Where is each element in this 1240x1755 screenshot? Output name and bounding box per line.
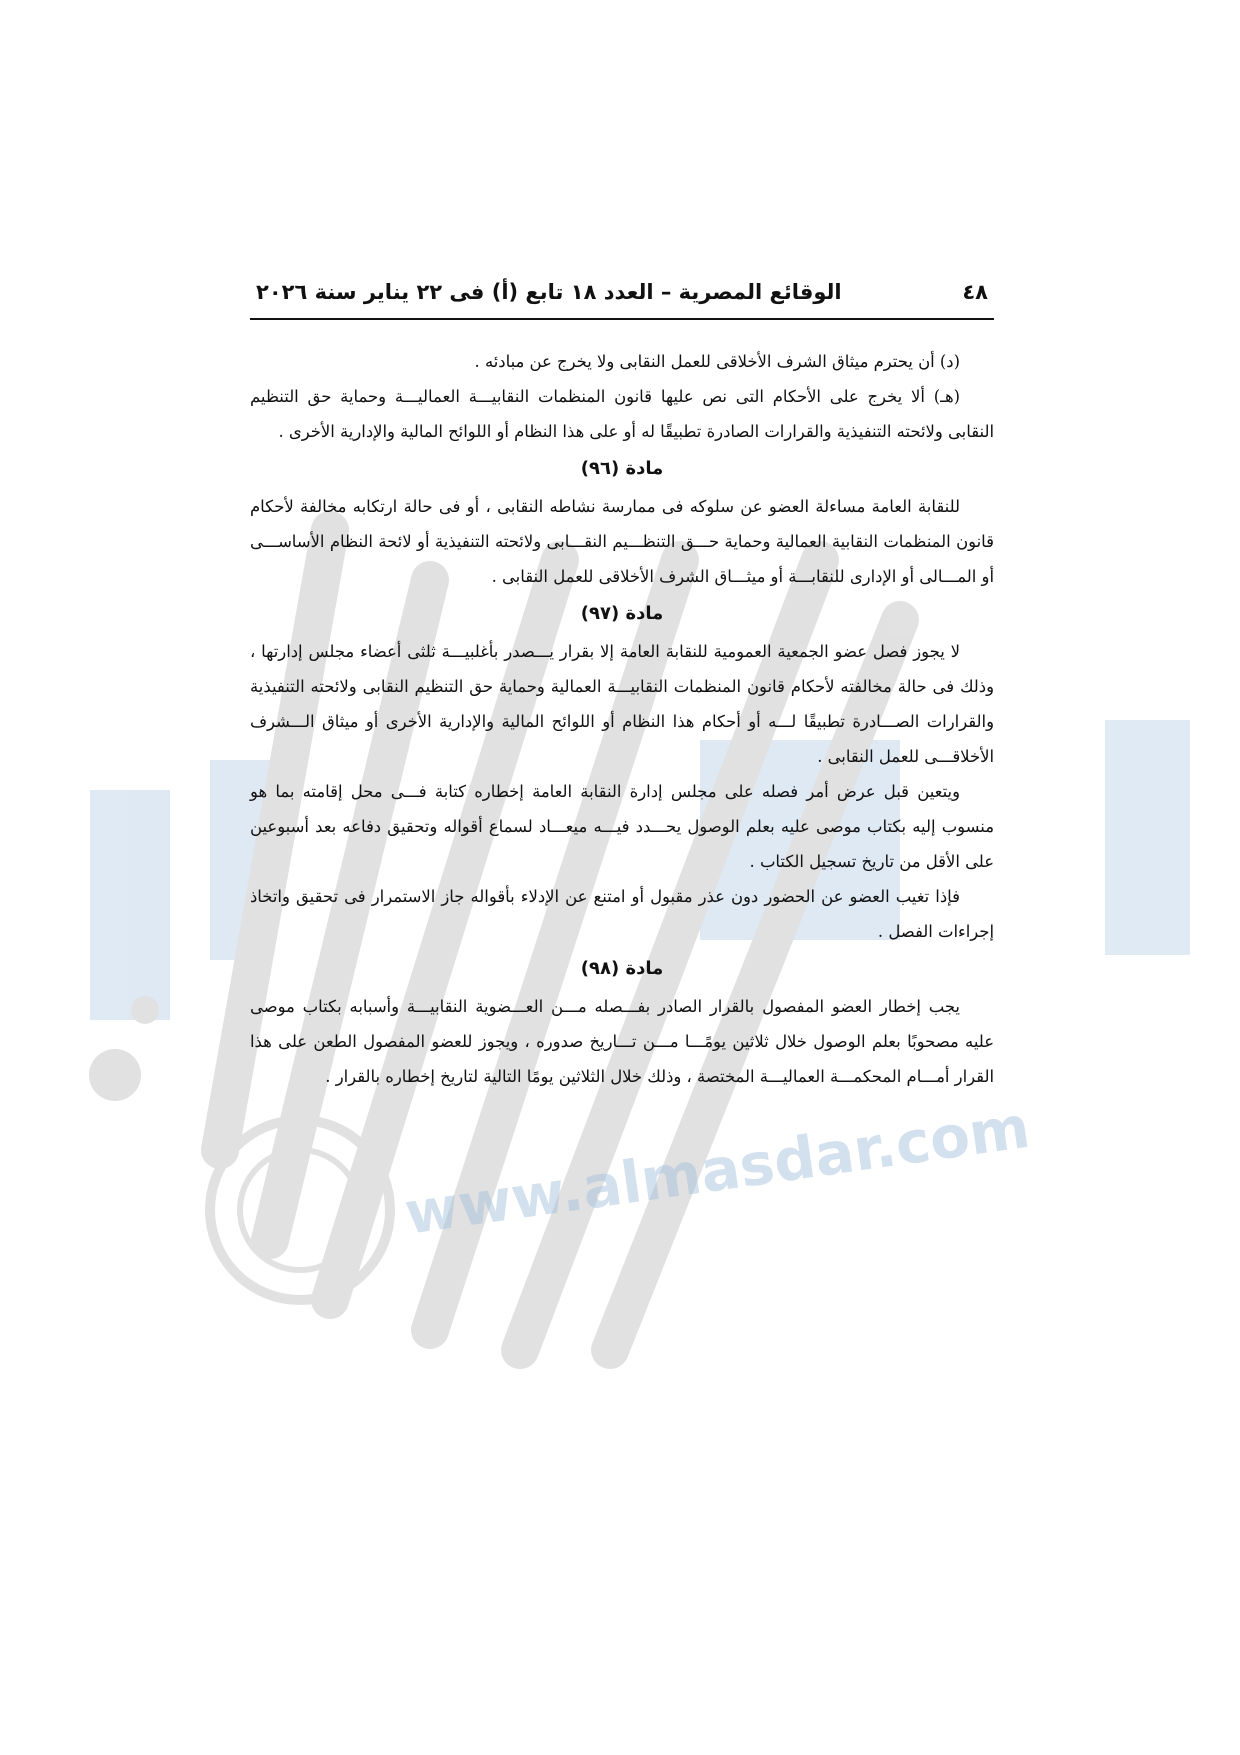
article-97-paragraph-3: فإذا تغيب العضو عن الحضور دون عذر مقبول أو امتنع عن الإدلاء بأقواله جاز الاستمرار فى تحقيق واتخاذ إجراءات الفصل . xyxy=(250,887,994,941)
article-97-paragraph-2: ويتعين قبل عرض أمر فصله على مجلس إدارة النقابة العامة إخطاره كتابة فـــى محل إقامته بما هو منسوب إليه بكتاب موصى عليه بعلم الوصول يحـــدد فيـــه ميعـــاد لسماع أقواله وتحقيق دفاعه بعد أسبوعين على الأقل من تاريخ تسجيل الكتاب . xyxy=(250,782,994,871)
watermark-text: www.almasdar.com xyxy=(400,1092,1034,1248)
page-header xyxy=(250,280,994,320)
document-page xyxy=(250,280,994,1094)
article-97-paragraph-1: لا يجوز فصل عضو الجمعية العمومية للنقابة العامة إلا بقرار يـــصدر بأغلبيـــة ثلثى أعضاء مجلس إدارتها ، وذلك فى حالة مخالفته لأحكام قانون المنظمات النقابيـــة العمالية وحماية حق التنظيم النقابى ولائحته التنفيذية والقرارات الصـــادرة تطبيقًا لـــه أو أحكام هذا النظام أو اللوائح المالية والإدارية الأخرى أو ميثاق الـــشرف الأخلاقـــى للعمل النقابى . xyxy=(250,642,994,766)
article-heading-96: مادة (٩٦) xyxy=(580,458,664,479)
article-heading-98: مادة (٩٨) xyxy=(580,958,664,979)
document-body xyxy=(250,344,994,1094)
page-number: ٤٨ xyxy=(962,280,988,304)
article-96-paragraph: للنقابة العامة مساءلة العضو عن سلوكه فى ممارسة نشاطه النقابى ، أو فى حالة ارتكابه مخالفة لأحكام قانون المنظمات النقابية العمالية وحماية حـــق التنظـــيم النقـــابى ولائحته التنفيذية أو لائحة النظام الأساســـى أو المـــالى أو الإدارى للنقابـــة أو ميثـــاق الشرف الأخلاقى للعمل النقابى . xyxy=(250,497,994,586)
article-heading-97: مادة (٩٧) xyxy=(580,603,664,624)
gazette-title: الوقائع المصرية – العدد ١٨ تابع (أ) فى ٢٢ يناير سنة ٢٠٢٦ xyxy=(256,280,842,304)
clause-h: (هـ) ألا يخرج على الأحكام التى نص عليها قانون المنظمات النقابيـــة العماليـــة وحماية حق التنظيم النقابى ولائحته التنفيذية والقرارات الصادرة تطبيقًا له أو على هذا النظام أو اللوائح المالية والإدارية الأخرى . xyxy=(250,387,994,441)
article-98-paragraph: يجب إخطار العضو المفصول بالقرار الصادر بفـــصله مـــن العـــضوية النقابيـــة وأسبابه بكتاب موصى عليه مصحوبًا بعلم الوصول خلال ثلاثين يومًـــا مـــن تـــاريخ صدوره ، ويجوز للعضو المفصول الطعن على هذا القرار أمـــام المحكمـــة العماليـــة المختصة ، وذلك خلال الثلاثين يومًا التالية لتاريخ إخطاره بالقرار . xyxy=(250,997,994,1086)
clause-d: (د) أن يحترم ميثاق الشرف الأخلاقى للعمل النقابى ولا يخرج عن مبادئه . xyxy=(474,352,960,371)
